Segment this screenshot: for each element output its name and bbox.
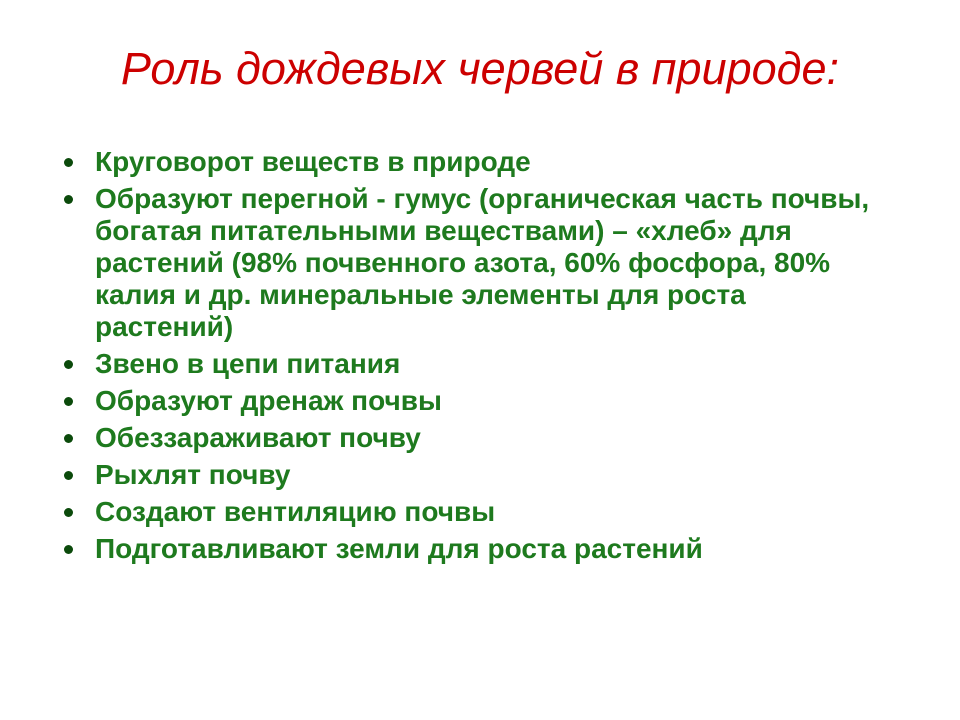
list-item — [62, 459, 874, 491]
bullet-dot-icon — [64, 360, 73, 369]
bullet-dot-icon — [64, 158, 73, 167]
list-item — [62, 385, 874, 417]
bullet-dot-icon — [64, 434, 73, 443]
slide-title: Роль дождевых червей в природе: — [120, 43, 840, 94]
bullet-dot-icon — [64, 471, 73, 480]
list-item-text: Обеззараживают почву — [95, 421, 421, 453]
list-item — [62, 422, 874, 454]
list-item — [62, 496, 874, 528]
list-item-text: Образуют перегной - гумус (органическая часть почвы, богатая питательными веществами) – «хлеб» для растений (98% почвенного азота, 60% фосфора, 80% калия и др. минеральные элементы для роста растений) — [95, 182, 870, 342]
bullet-dot-icon — [64, 195, 73, 204]
list-item-text: Круговорот веществ в природе — [95, 145, 531, 177]
bullet-dot-icon — [64, 545, 73, 554]
list-item — [62, 146, 874, 178]
list-item-text: Образуют дренаж почвы — [95, 384, 442, 416]
list-item-text: Рыхлят почву — [95, 458, 291, 490]
bullet-dot-icon — [64, 508, 73, 517]
list-item — [62, 348, 874, 380]
list-item-text: Подготавливают земли для роста растений — [95, 532, 703, 564]
bullet-list — [62, 146, 874, 565]
list-item-text: Создают вентиляцию почвы — [95, 495, 496, 527]
list-item — [62, 533, 874, 565]
list-item-text: Звено в цепи питания — [95, 347, 401, 379]
bullet-dot-icon — [64, 397, 73, 406]
list-item — [62, 183, 874, 343]
